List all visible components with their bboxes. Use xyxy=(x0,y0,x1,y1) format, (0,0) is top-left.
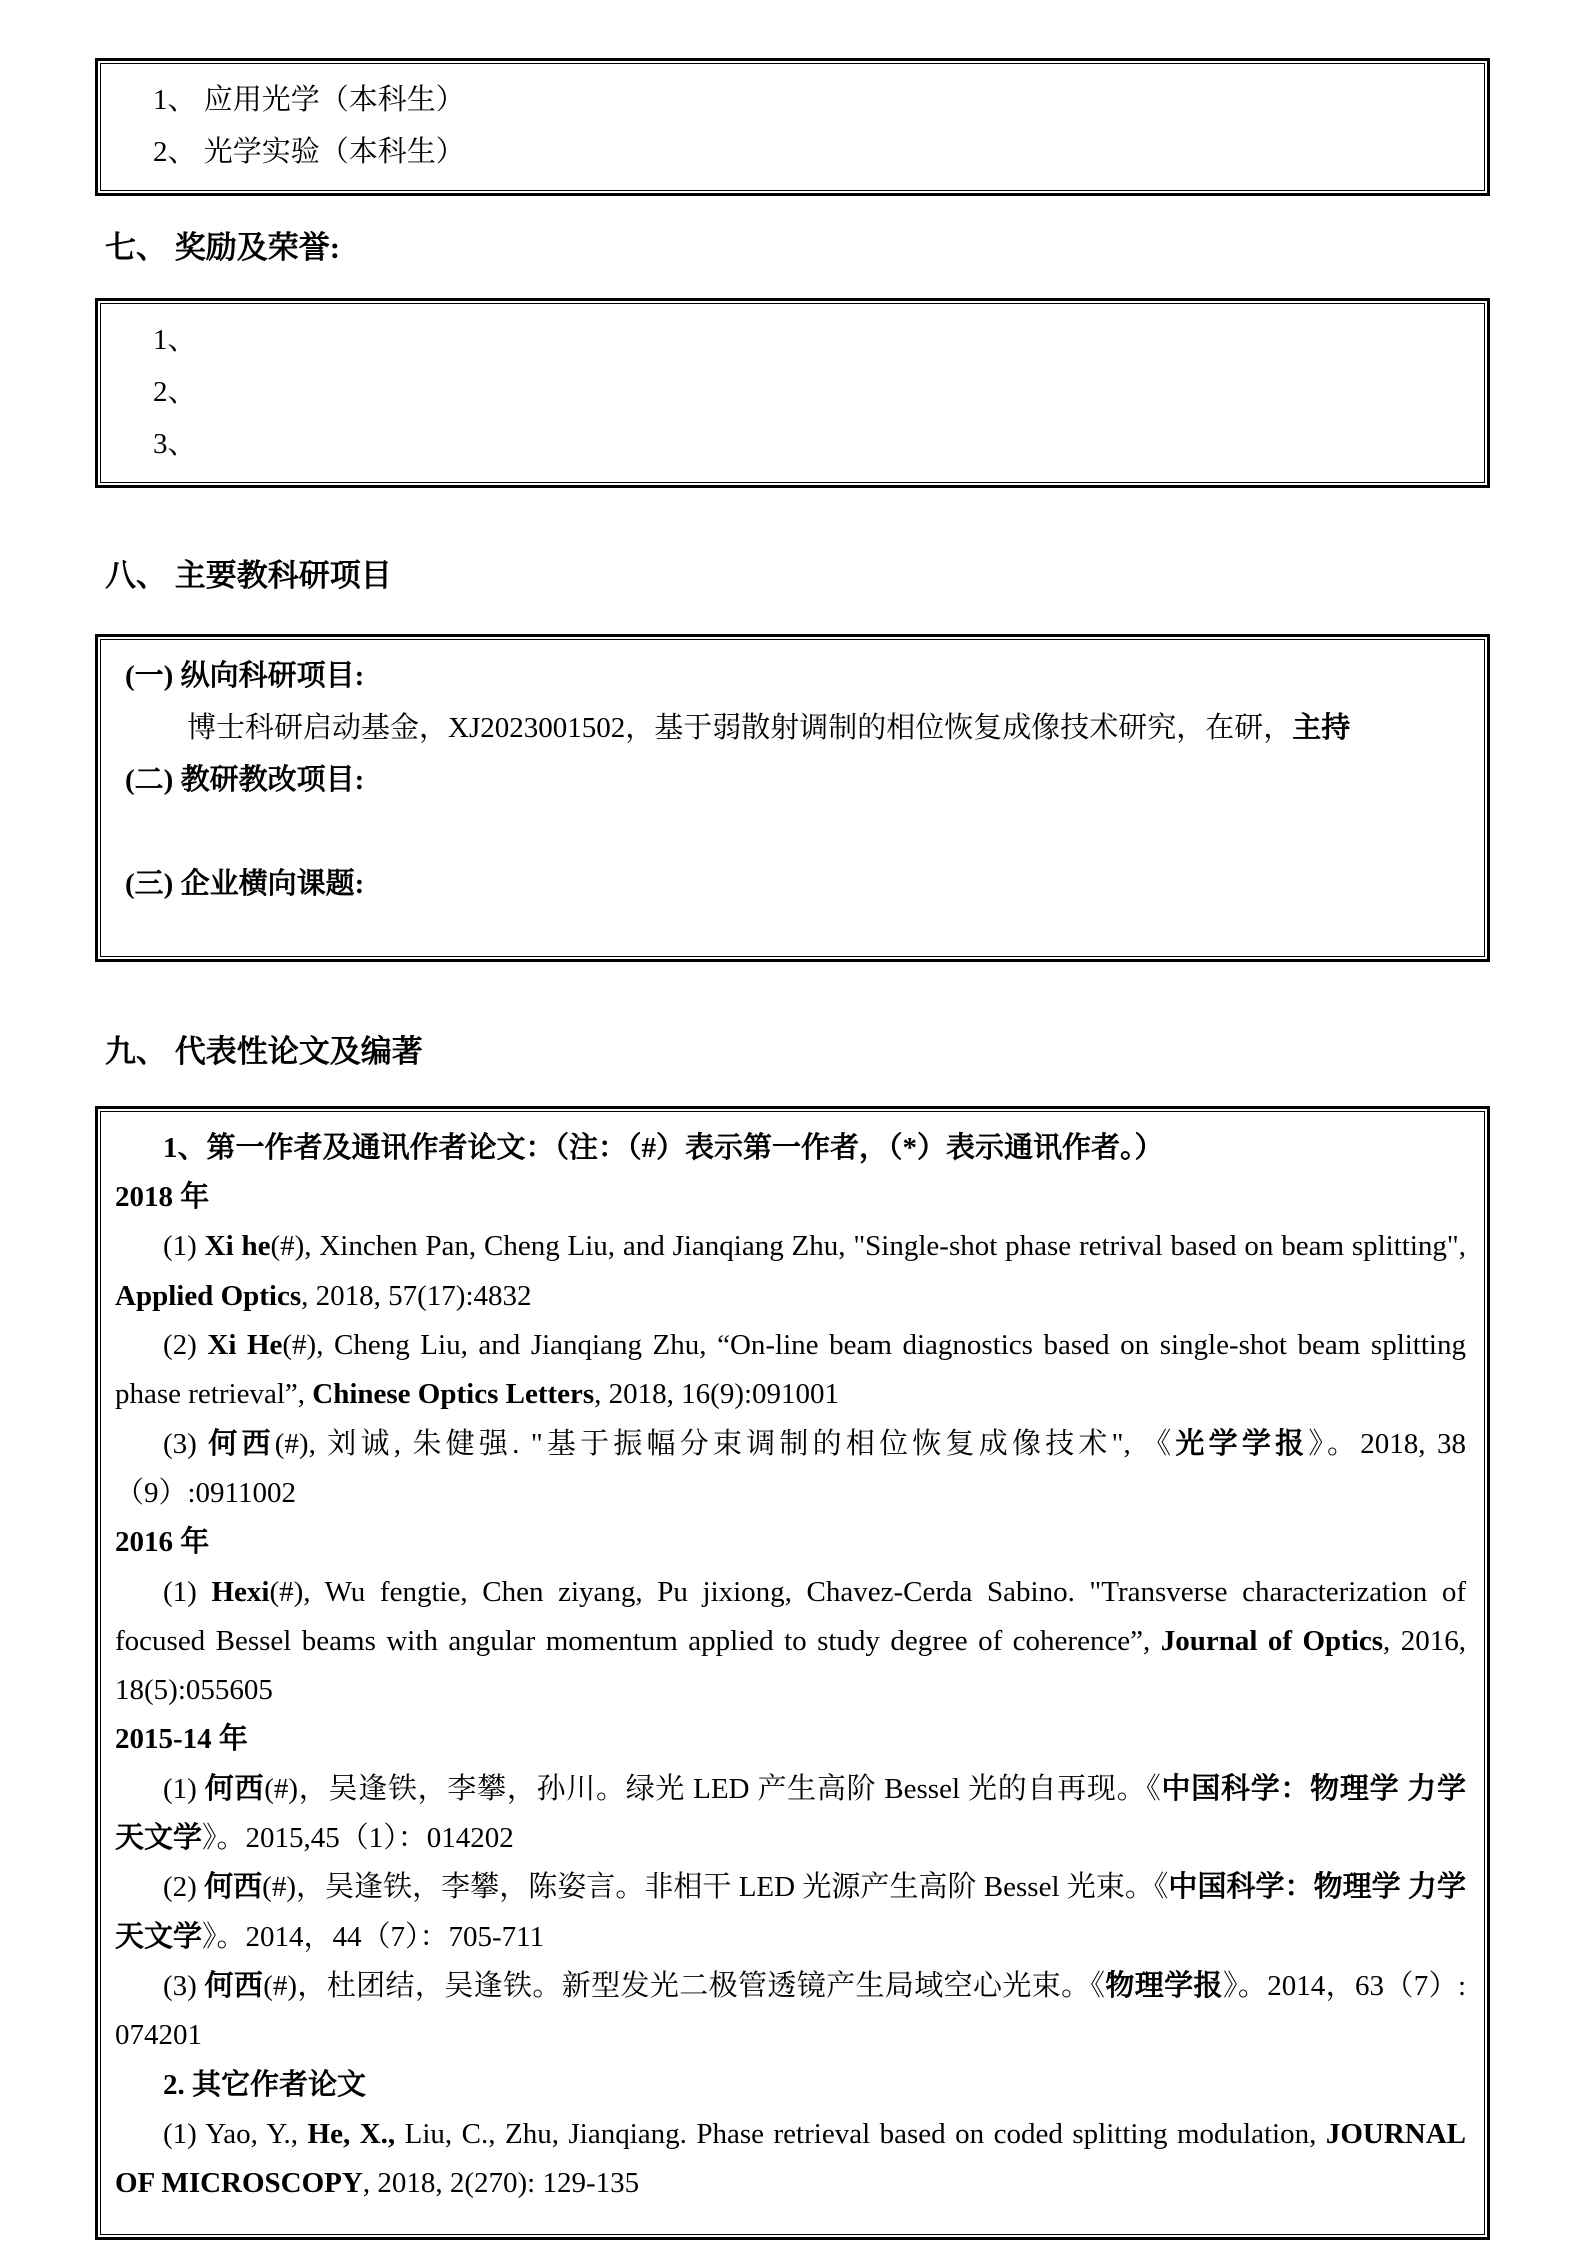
award-item-1: 1、 xyxy=(153,323,197,356)
projects-box xyxy=(95,634,1490,963)
vertical-project-entry: 博士科研启动基金，XJ2023001502，基于弱散射调制的相位恢复成像技术研究，在研，主持 xyxy=(187,711,1351,744)
award-item-3: 3、 xyxy=(153,428,197,461)
publications-box-inner xyxy=(100,1111,1485,2236)
pub-entry-2018-2: (2) Xi He(#), Cheng Liu, and Jianqiang Zhu, “On-line beam diagnostics based on single-shot beam splitting phase retrieval”, Chinese Optics Letters, 2018, 16(9):091001 xyxy=(115,1329,1466,1411)
pub-entry-2018-1: (1) Xi he(#), Xinchen Pan, Cheng Liu, and Jianqiang Zhu, "Single-shot phase retrival based on beam splitting", Applied Optics, 2018, 57(17):4832 xyxy=(115,1230,1466,1312)
pub-entry-other-1: (1) Yao, Y., He, X., Liu, C., Zhu, Jianqiang. Phase retrieval based on coded splitting modulation, JOURNAL OF MICROSCOPY, 2018, 2(270): 129-135 xyxy=(115,2117,1466,2200)
course-item-1: 1、 应用光学（本科生） xyxy=(153,84,465,116)
year-label-2016: 2016 年 xyxy=(115,1526,210,1559)
section-heading-awards: 七、 奖励及荣誉: xyxy=(105,230,341,266)
projects-spacer xyxy=(125,806,1464,858)
awards-box xyxy=(95,298,1490,489)
section-heading-publications: 九、 代表性论文及编著 xyxy=(105,1034,423,1070)
pub-entry-2015-1: (1) 何西(#)，吴逢铁，李攀，孙川。绿光 LED 产生高阶 Bessel 光的自再现。《中国科学：物理学 力学 天文学》。2015,45（1）：014202 xyxy=(115,1772,1466,1855)
projects-box-inner xyxy=(100,639,1485,958)
teaching-reform-projects-label: (二) 教研教改项目: xyxy=(125,764,365,797)
pub-entry-2016-1: (1) Hexi(#), Wu fengtie, Chen ziyang, Pu jixiong, Chavez-Cerda Sabino. "Transverse characterization of focused Bessel beams with angular momentum applied to study degree of coherence”, Journal of Optics, 2016, 18(5):055605 xyxy=(115,1575,1466,1707)
year-label-2018: 2018 年 xyxy=(115,1181,210,1214)
publications-box xyxy=(95,1106,1490,2241)
vertical-projects-label: (一) 纵向科研项目: xyxy=(125,659,365,692)
other-author-papers-header: 2. 其它作者论文 xyxy=(163,2068,367,2101)
award-item-2: 2、 xyxy=(153,375,197,408)
awards-box-inner xyxy=(100,303,1485,484)
first-author-papers-header: 1、第一作者及通讯作者论文：（注：（#）表示第一作者，（*）表示通讯作者。） xyxy=(163,1131,1164,1164)
teaching-courses-box xyxy=(95,58,1490,196)
teaching-courses-box-inner xyxy=(100,63,1485,191)
pub-entry-2018-3: (3) 何西(#), 刘诚, 朱健强. "基于振幅分束调制的相位恢复成像技术", 《光学学报》。2018, 38（9）:0911002 xyxy=(115,1427,1466,1509)
enterprise-projects-label: (三) 企业横向课题: xyxy=(125,868,365,901)
course-item-2: 2、 光学实验（本科生） xyxy=(153,136,465,169)
year-label-2015-14: 2015-14 年 xyxy=(115,1723,248,1756)
pub-entry-2015-2: (2) 何西(#)，吴逢铁，李攀，陈姿言。非相干 LED 光源产生高阶 Bessel 光束。《中国科学：物理学 力学 天文学》。2014，44（7）：705-711 xyxy=(115,1871,1466,1953)
pub-entry-2015-3: (3) 何西(#)，杜团结，吴逢铁。新型发光二极管透镜产生局域空心光束。《物理学报》。2014，63（7）: 074201 xyxy=(115,1969,1466,2052)
section-heading-projects: 八、 主要教科研项目 xyxy=(105,558,392,594)
